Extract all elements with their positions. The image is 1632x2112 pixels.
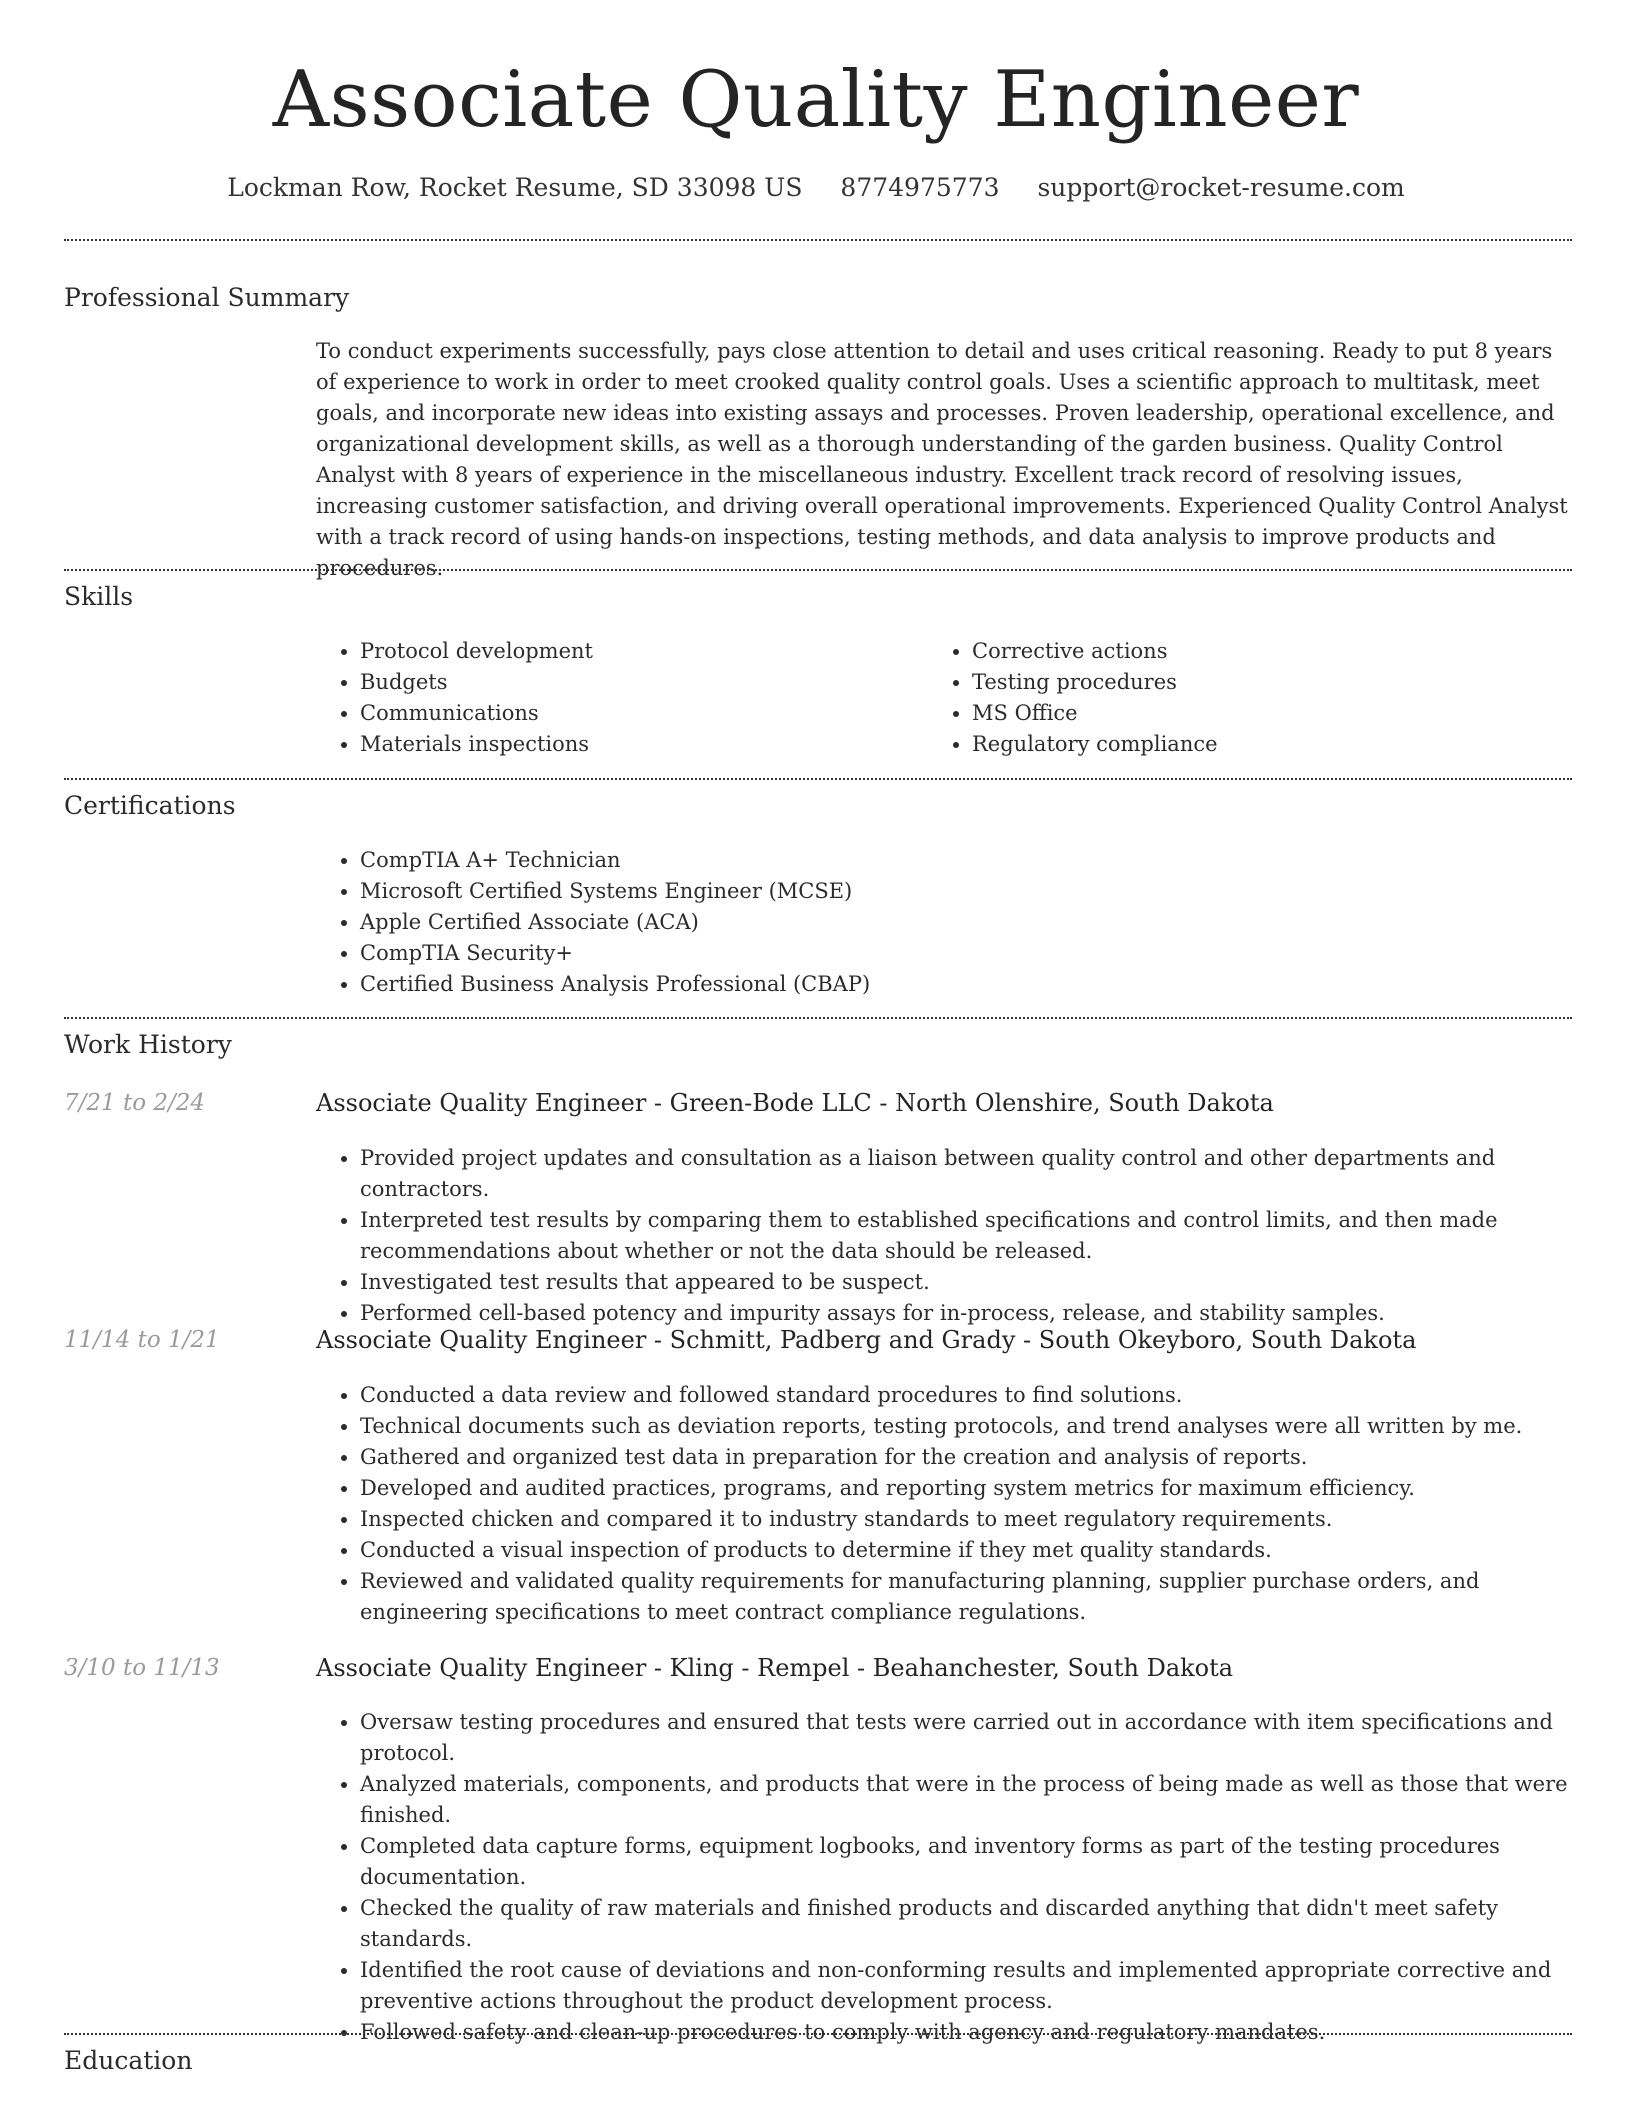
certification-item: • Apple Certified Associate (ACA)	[360, 907, 1572, 938]
job-bullet: • Analyzed materials, components, and products that were in the process of being made as well as those that were finished.	[360, 1769, 1572, 1831]
job-bullets	[316, 1143, 1572, 1329]
certifications-section-title: Certifications	[64, 791, 236, 820]
summary-section-title: Professional Summary	[64, 283, 350, 312]
job-bullet: • Conducted a visual inspection of products to determine if they met quality standards.	[360, 1535, 1572, 1566]
skill-item: • Corrective actions	[972, 636, 1532, 667]
section-divider	[64, 2033, 1572, 2035]
contact-line	[0, 170, 1632, 206]
certification-item: • Certified Business Analysis Professional (CBAP)	[360, 969, 1572, 1000]
contact-phone: 8774975773	[840, 173, 1000, 202]
job-title: Associate Quality Engineer - Green-Bode LLC - North Olenshire, South Dakota	[316, 1089, 1274, 1117]
job-bullet: • Performed cell-based potency and impurity assays for in-process, release, and stability samples.	[360, 1298, 1572, 1329]
job-bullet: • Completed data capture forms, equipment logbooks, and inventory forms as part of the testing procedures documentation.	[360, 1831, 1572, 1893]
certifications-list	[316, 845, 1572, 1000]
job-bullet: • Developed and audited practices, programs, and reporting system metrics for maximum efficiency.	[360, 1473, 1572, 1504]
certification-item: • Microsoft Certified Systems Engineer (MCSE)	[360, 876, 1572, 907]
section-divider	[64, 1017, 1572, 1019]
job-bullet: • Reviewed and validated quality requirements for manufacturing planning, supplier purchase orders, and engineering specifications to meet contract compliance regulations.	[360, 1566, 1572, 1628]
summary-text: To conduct experiments successfully, pays close attention to detail and uses critical reasoning. Ready to put 8 years of experience to work in order to meet crooked quality control goals. Uses a scientific approach to multitask, meet goals, and incorporate new ideas into existing assays and processes. Proven leadership, operational excellence, and organizational development skills, as well as a thorough understanding of the garden business. Quality Control Analyst with 8 years of experience in the miscellaneous industry. Excellent track record of resolving issues, increasing customer satisfaction, and driving overall operational improvements. Experienced Quality Control Analyst with a track record of using hands-on inspections, testing methods, and data analysis to improve products and procedures.	[316, 339, 1568, 580]
section-divider	[64, 569, 1572, 571]
certification-item: • CompTIA A+ Technician	[360, 845, 1572, 876]
skill-item: • MS Office	[972, 698, 1532, 729]
job-bullet: • Provided project updates and consultation as a liaison between quality control and other departments and contractors.	[360, 1143, 1572, 1205]
job-bullet: • Conducted a data review and followed standard procedures to find solutions.	[360, 1380, 1572, 1411]
section-divider	[64, 778, 1572, 780]
resume-name-heading: Associate Quality Engineer	[272, 55, 1360, 145]
job-bullet: • Followed safety and clean-up procedures to comply with agency and regulatory mandates.	[360, 2017, 1572, 2048]
skill-item: • Materials inspections	[360, 729, 920, 760]
skill-item: • Testing procedures	[972, 667, 1532, 698]
job-dates: 3/10 to 11/13	[64, 1655, 220, 1681]
job-bullet: • Inspected chicken and compared it to industry standards to meet regulatory requirements.	[360, 1504, 1572, 1535]
job-bullet: • Technical documents such as deviation reports, testing protocols, and trend analyses were all written by me.	[360, 1411, 1572, 1442]
job-title: Associate Quality Engineer - Schmitt, Padberg and Grady - South Okeyboro, South Dakota	[316, 1326, 1417, 1354]
job-bullet: • Oversaw testing procedures and ensured that tests were carried out in accordance with item specifications and protocol.	[360, 1707, 1572, 1769]
skill-item: • Communications	[360, 698, 920, 729]
job-dates: 7/21 to 2/24	[64, 1090, 206, 1116]
contact-email[interactable]: support@rocket-resume.com	[1037, 173, 1405, 202]
job-bullet: • Investigated test results that appeared to be suspect.	[360, 1267, 1572, 1298]
skills-list-right	[928, 636, 1532, 760]
job-title: Associate Quality Engineer - Kling - Rempel - Beahanchester, South Dakota	[316, 1654, 1234, 1682]
contact-address: Lockman Row, Rocket Resume, SD 33098 US	[227, 173, 803, 202]
work-history-section-title: Work History	[64, 1030, 232, 1059]
section-divider	[64, 239, 1572, 241]
skills-section-title: Skills	[64, 582, 134, 611]
job-bullet: • Interpreted test results by comparing them to established specifications and control limits, and then made recommendations about whether or not the data should be released.	[360, 1205, 1572, 1267]
job-bullet: • Identified the root cause of deviations and non-conforming results and implemented appropriate corrective and preventive actions throughout the product development process.	[360, 1955, 1572, 2017]
job-bullets	[316, 1707, 1572, 2048]
skill-item: • Regulatory compliance	[972, 729, 1532, 760]
education-section-title: Education	[64, 2046, 193, 2075]
skills-list-left	[316, 636, 920, 760]
skill-item: • Protocol development	[360, 636, 920, 667]
job-bullets	[316, 1380, 1572, 1628]
skill-item: • Budgets	[360, 667, 920, 698]
job-bullet: • Gathered and organized test data in preparation for the creation and analysis of reports.	[360, 1442, 1572, 1473]
certification-item: • CompTIA Security+	[360, 938, 1572, 969]
job-bullet: • Checked the quality of raw materials and finished products and discarded anything that didn't meet safety standards.	[360, 1893, 1572, 1955]
job-dates: 11/14 to 1/21	[64, 1327, 220, 1353]
